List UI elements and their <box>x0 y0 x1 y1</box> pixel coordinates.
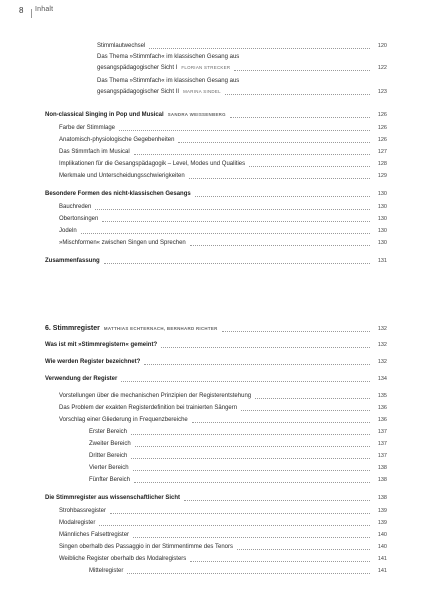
toc-subentry[interactable]: Fünfter Bereich 138 <box>89 477 387 483</box>
toc-subentry[interactable]: Vierter Bereich 138 <box>89 465 387 471</box>
toc-section-entry[interactable]: Die Stimmregister aus wissenschaftlicher Sicht 138 <box>45 495 387 501</box>
toc-entry[interactable]: Anatomisch-physiologische Gegebenheiten 126 <box>59 137 387 143</box>
toc-entry[interactable]: Stimmlautwechsel 120 <box>97 43 387 49</box>
toc-section-entry[interactable]: Verwendung der Register 134 <box>45 376 387 382</box>
toc-section-entry[interactable]: Zusammenfassung 131 <box>45 258 387 264</box>
toc-subentry[interactable]: Dritter Bereich 137 <box>89 453 387 459</box>
toc-entry[interactable]: Das Problem der exakten Registerdefinition bei trainierten Sängern 136 <box>59 405 387 411</box>
toc-entry[interactable]: Obertonsingen 130 <box>59 216 387 222</box>
toc-entry[interactable]: gesangspädagogischer Sicht II MARINA SINDEL 123 <box>97 89 387 95</box>
toc-subentry[interactable]: Erster Bereich 137 <box>89 429 387 435</box>
toc-entry[interactable]: Jodeln 130 <box>59 228 387 234</box>
toc-entry[interactable]: Vorschlag einer Gliederung in Frequenzbereiche 136 <box>59 417 387 423</box>
page-number: 8 <box>19 6 24 15</box>
toc-entry[interactable]: Merkmale und Unterscheidungsschwierigkeiten 129 <box>59 173 387 179</box>
toc-subentry[interactable]: Mittelregister 141 <box>89 568 387 574</box>
toc-entry[interactable]: Modalregister 139 <box>59 520 387 526</box>
toc-entry[interactable]: Das Stimmfach im Musical 127 <box>59 149 387 155</box>
toc-chapter-entry[interactable]: 6. Stimmregister MATTHIAS ECHTERNACH, BERNHARD RICHTER 132 <box>45 325 387 332</box>
toc-entry-line[interactable]: Das Thema »Stimmfach« im klassischen Gesang aus <box>97 78 240 84</box>
toc-entry[interactable]: »Mischformen« zwischen Singen und Sprechen 130 <box>59 240 387 246</box>
toc-section-entry[interactable]: Was ist mit »Stimmregistern« gemeint? 132 <box>45 342 387 348</box>
toc-entry[interactable]: gesangspädagogischer Sicht I FLORIAN STRECKER 122 <box>97 65 387 71</box>
toc-entry[interactable]: Männliches Falsettregister 140 <box>59 532 387 538</box>
section-title: Inhalt <box>35 6 54 13</box>
toc-entry[interactable]: Implikationen für die Gesangspädagogik – Level, Modes und Qualities 128 <box>59 161 387 167</box>
toc-entry[interactable]: Farbe der Stimmlage 126 <box>59 125 387 131</box>
toc-entry-line[interactable]: Das Thema »Stimmfach« im klassischen Gesang aus <box>97 54 240 60</box>
toc-section-entry[interactable]: Non-classical Singing in Pop und Musical SANDRA WEISSENBERG 126 <box>45 112 387 118</box>
toc-entry[interactable]: Vorstellungen über die mechanischen Prinzipien der Registerentstehung 135 <box>59 393 387 399</box>
toc-entry[interactable]: Strohbassregister 139 <box>59 508 387 514</box>
toc-entry[interactable]: Bauchreden 130 <box>59 204 387 210</box>
toc-section-entry[interactable]: Besondere Formen des nicht-klassischen Gesangs 130 <box>45 191 387 197</box>
toc-section-entry[interactable]: Wie werden Register bezeichnet? 132 <box>45 359 387 365</box>
toc-subentry[interactable]: Zweiter Bereich 137 <box>89 441 387 447</box>
toc-entry[interactable]: Weibliche Register oberhalb des Modalregisters 141 <box>59 556 387 562</box>
toc-entry[interactable]: Singen oberhalb des Passaggio in der Stimmentimme des Tenors 140 <box>59 544 387 550</box>
